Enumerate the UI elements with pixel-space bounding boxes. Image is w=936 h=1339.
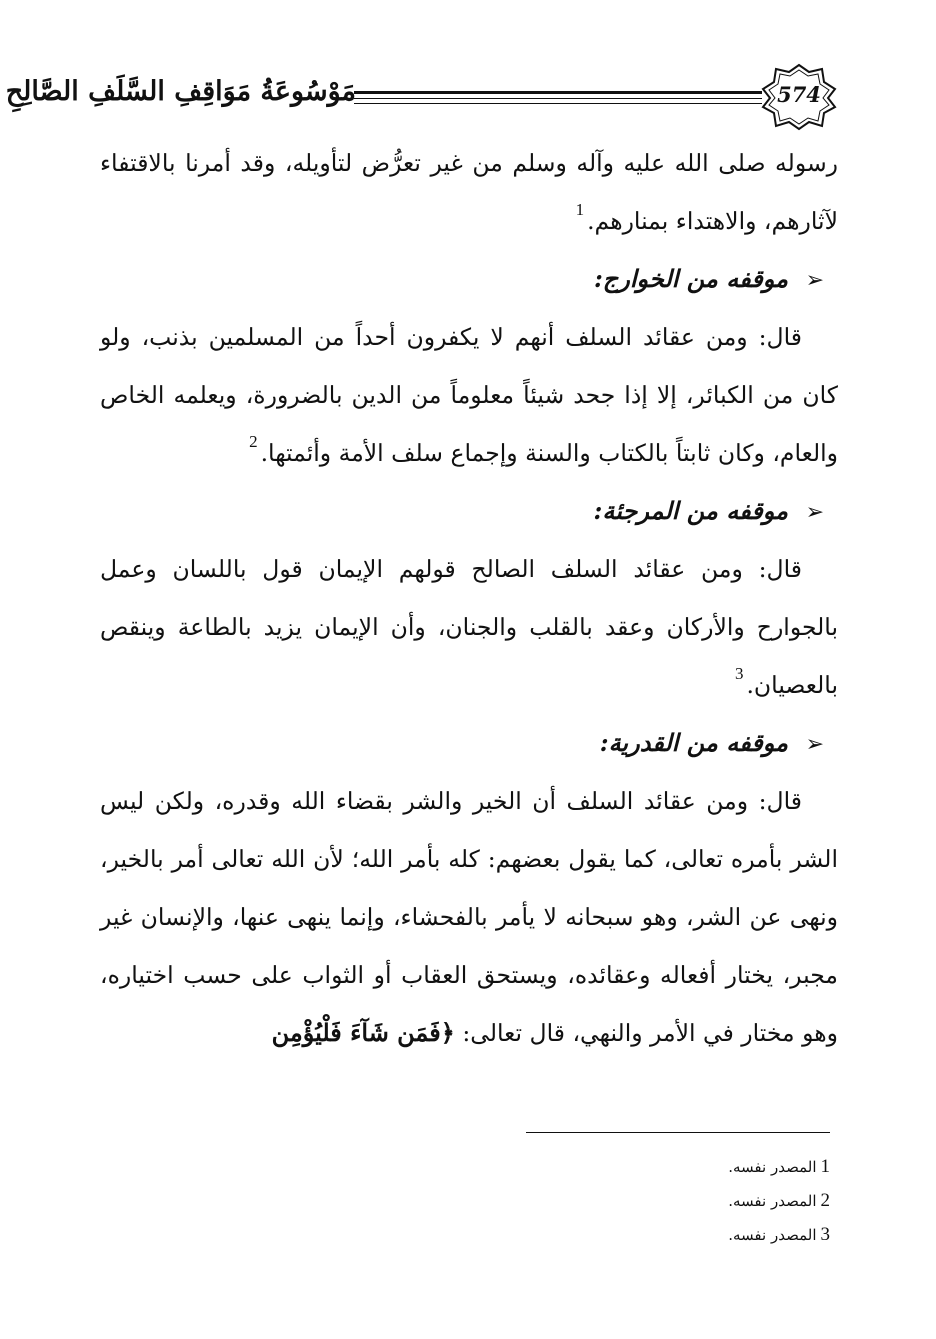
footnote-number: 3: [820, 1224, 830, 1245]
section-heading-khawarij: [100, 250, 838, 308]
footnote-ref-1[interactable]: 1: [575, 200, 585, 219]
footnote-number: 1: [820, 1156, 830, 1177]
footnote-3: [330, 1218, 830, 1252]
arrow-bullet-icon: ➢: [805, 500, 824, 525]
footnote-ref-2[interactable]: 2: [249, 432, 258, 451]
footnote-text: المصدر نفسه.: [728, 1158, 817, 1176]
paragraph-4: [100, 772, 838, 1062]
header-thin-rule: [354, 103, 762, 104]
footnote-separator: [526, 1132, 830, 1133]
quran-quote: ﴿فَمَن شَآءَ فَلْيُؤْمِن: [271, 1018, 455, 1047]
footnote-text: المصدر نفسه.: [728, 1226, 817, 1244]
footnote-text: المصدر نفسه.: [728, 1192, 817, 1210]
paragraph-3: [100, 540, 838, 714]
footnote-1: [330, 1150, 830, 1184]
paragraph-1-text: رسوله صلى الله عليه وآله وسلم من غير تعرُّض لتأويله، وقد أمرنا بالاقتفاء لآثارهم، والاهتداء بمنارهم.: [100, 149, 838, 235]
paragraph-3-text: قال: ومن عقائد السلف الصالح قولهم الإيمان قول باللسان وعمل بالجوارح والأركان وعقد بالقلب والجنان، وأن الإيمان يزيد بالطاعة وينقص بالعصيان.: [100, 555, 838, 699]
page-number: 574: [777, 82, 821, 107]
heading-text: موقفه من القدرية:: [599, 728, 788, 757]
arrow-bullet-icon: ➢: [805, 732, 824, 757]
main-text: [100, 134, 838, 1062]
paragraph-1: [100, 134, 838, 250]
heading-text: موقفه من الخوارج:: [593, 264, 788, 293]
footnote-2: [330, 1184, 830, 1218]
paragraph-4-text: قال: ومن عقائد السلف أن الخير والشر بقضاء الله وقدره، ولكن ليس الشر بأمره تعالى، كما يقول بعضهم: كله بأمر الله؛ لأن الله تعالى أمر بالخير، ونهى عن الشر، وهو سبحانه لا يأمر بالفحشاء، وإنما ينهى عنها، والإنسان غير مجبر، يختار أفعاله وعقائده، ويستحق العقاب أو الثواب على حسب اختياره، وهو مختار في الأمر والنهي، قال تعالى:: [100, 787, 838, 1047]
running-book-title: مَوْسُوعَةُ مَوَاقِفِ السَّلَفِ الصَّالِحِ: [5, 76, 356, 107]
section-heading-qadariyya: [100, 714, 838, 772]
section-heading-murjia: [100, 482, 838, 540]
footnotes: [330, 1150, 830, 1252]
paragraph-2: [100, 308, 838, 482]
heading-text: موقفه من المرجئة:: [593, 496, 788, 525]
arrow-bullet-icon: ➢: [805, 268, 824, 293]
footnote-ref-3[interactable]: 3: [734, 664, 744, 683]
paragraph-2-text: قال: ومن عقائد السلف أنهم لا يكفرون أحداً من المسلمين بذنب، ولو كان من الكبائر، إلا إذا جحد شيئاً معلوماً من الدين بالضرورة، ويعلمه الخاص والعام، وكان ثابتاً بالكتاب والسنة وإجماع سلف الأمة وأئمتها.: [100, 323, 838, 467]
header-double-rule: [354, 91, 762, 99]
footnote-number: 2: [820, 1190, 830, 1211]
page-header: [5, 62, 838, 140]
page-number-badge: [760, 62, 838, 132]
